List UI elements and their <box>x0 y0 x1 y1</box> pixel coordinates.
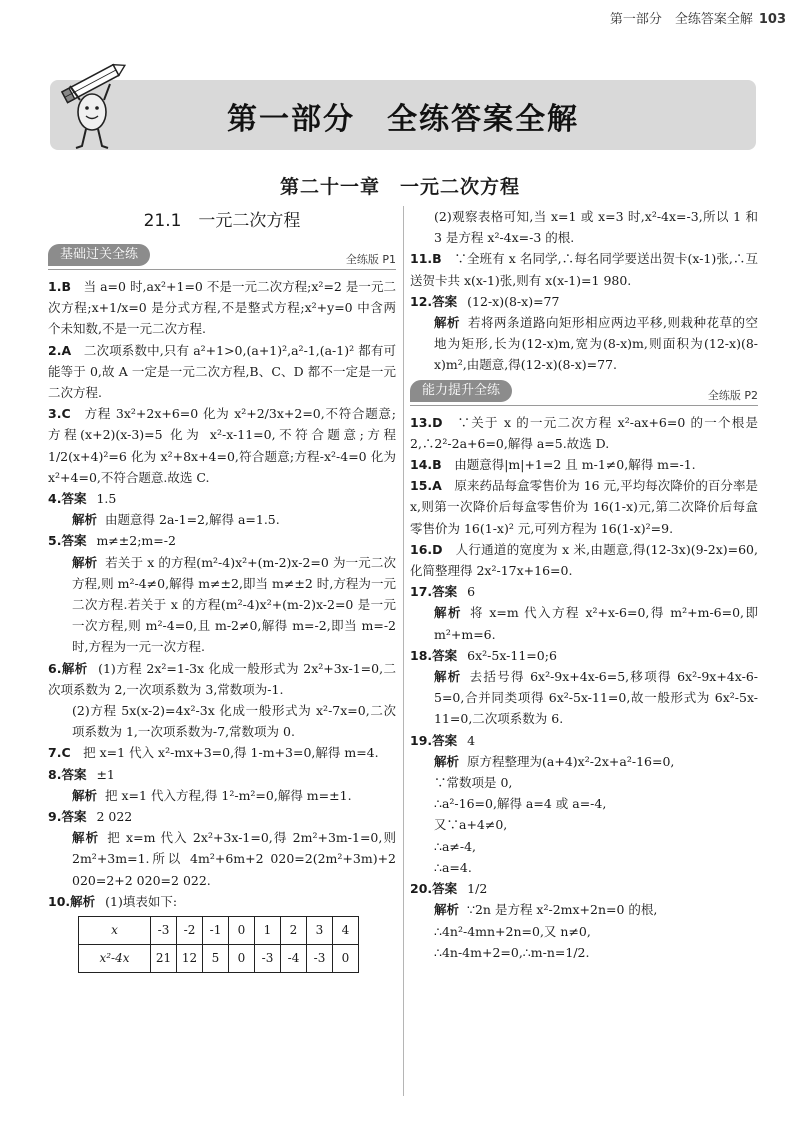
item-number: 4. <box>48 491 62 507</box>
table-cell: 1 <box>255 917 281 945</box>
answer-item <box>410 248 758 290</box>
explanation-tag: 解析 <box>72 787 98 803</box>
item-number: 7.C <box>48 745 71 761</box>
explanation-text: 把 x=1 代入方程,得 1²-m²=0,解得 m=±1. <box>105 787 352 803</box>
explanation-line: ∴a=4. <box>434 859 472 875</box>
answer-item <box>48 891 396 912</box>
item-number: 9. <box>48 809 62 825</box>
explanation-text: 原方程整理为(a+4)x²-2x+a²-16=0, <box>467 753 675 769</box>
answer-item <box>48 764 396 785</box>
item-text: 当 a=0 时,ax²+1=0 不是一元二次方程;x²=2 是一元二次方程;x+1/x=0 是分式方程,不是整式方程;x²+y=0 中含两个未知数,不是一元二次方程. <box>48 279 396 337</box>
table-row-header: x <box>79 917 151 945</box>
answer-tag: 答案 <box>432 584 458 600</box>
section-label-basic: 基础过关全练 <box>48 244 150 266</box>
item-number: 16.D <box>410 541 443 557</box>
answer-tag: 答案 <box>61 766 87 782</box>
table-row <box>79 917 359 945</box>
answer-item <box>48 276 396 340</box>
right-column <box>410 206 758 963</box>
table-cell: 0 <box>229 945 255 973</box>
explanation-tag: 解析 <box>434 605 462 621</box>
table-cell: -2 <box>177 917 203 945</box>
explanation <box>410 899 758 920</box>
item-number: 10. <box>48 893 71 909</box>
explanation-tag: 解析 <box>434 669 462 685</box>
answer-tag: 答案 <box>432 881 458 897</box>
answer-item <box>48 530 396 551</box>
explanation <box>410 206 758 248</box>
explanation-text: 将 x=m 代入方程 x²+x-6=0,得 m²+m-6=0,即 m²+m=6. <box>434 605 758 642</box>
explanation-tag: 解析 <box>72 554 98 570</box>
answer-item <box>410 454 758 475</box>
running-head <box>610 8 786 27</box>
explanation-text: 去括号得 6x²-9x+4x-6=5,移项得 6x²-9x+4x-6-5=0,合并同类项得 6x²-5x-11=0,故一般形式为 6x²-5x-11=0,二次项系数为 6. <box>434 669 758 727</box>
page-number: 103 <box>758 12 786 27</box>
table-cell: 12 <box>177 945 203 973</box>
answer-tag: 答案 <box>432 732 458 748</box>
explanation-text: (2)方程 5x(x-2)=4x²-3x 化成一般形式为 x²-7x=0,二次项系数为 1,一次项系数为-7,常数项为 0. <box>72 703 396 740</box>
answer-item <box>48 806 396 827</box>
explanation-text: 由题意得 2a-1=2,解得 a=1.5. <box>105 512 280 528</box>
answer-tag: 答案 <box>61 533 87 549</box>
explanation-line: 又∵a+4≠0, <box>434 817 508 833</box>
answer-item <box>48 742 396 763</box>
item-text: ∵全班有 x 名同学,∴每名同学要送出贺卡(x-1)张,∴互送贺卡共 x(x-1)张,则有 x(x-1)=1 980. <box>410 251 758 288</box>
explanation-tag: 解析 <box>434 753 460 769</box>
table-row <box>79 945 359 973</box>
item-number: 15.A <box>410 478 442 494</box>
item-number: 3.C <box>48 406 71 422</box>
explanation <box>48 827 396 891</box>
table-cell: -3 <box>307 945 333 973</box>
answer-value: (12-x)(8-x)=77 <box>467 293 560 309</box>
explanation-text: ∵2n 是方程 x²-2mx+2n=0 的根, <box>467 902 658 918</box>
explanation-tag: 解析 <box>70 893 96 909</box>
explanation-line: ∴4n-4m+2=0,∴m-n=1/2. <box>434 944 590 960</box>
section-title: 21.1 一元二次方程 <box>143 211 301 231</box>
explanation-tag: 解析 <box>61 660 88 676</box>
answer-item <box>410 475 758 539</box>
explanation-tag: 解析 <box>434 902 460 918</box>
answer-item <box>410 291 758 312</box>
answer-item <box>410 412 758 454</box>
item-number: 20. <box>410 881 433 897</box>
explanation-tag: 解析 <box>72 830 100 846</box>
answer-tag: 答案 <box>61 491 87 507</box>
table-cell: 3 <box>307 917 333 945</box>
part-banner <box>50 80 756 150</box>
answer-item <box>410 645 758 666</box>
item-number: 8. <box>48 766 62 782</box>
explanation <box>410 312 758 376</box>
explanation-tag: 解析 <box>434 315 461 331</box>
item-text: 把 x=1 代入 x²-mx+3=0,得 1-m+3=0,解得 m=4. <box>83 745 379 761</box>
explanation <box>410 602 758 644</box>
item-number: 14.B <box>410 457 442 473</box>
section-ref-basic: 全练版 P1 <box>345 253 396 266</box>
answer-item <box>410 878 758 899</box>
column-divider <box>403 206 404 1096</box>
item-number: 13.D <box>410 414 443 430</box>
answer-value: 6x²-5x-11=0;6 <box>467 647 557 663</box>
left-column <box>48 206 396 973</box>
explanation-line: ∵常数项是 0, <box>434 775 513 791</box>
chapter-title: 第二十一章 一元二次方程 <box>279 176 520 198</box>
answer-item <box>48 340 396 404</box>
answer-item <box>410 581 758 602</box>
table-cell: 0 <box>229 917 255 945</box>
item-number: 19. <box>410 732 433 748</box>
answer-item <box>48 488 396 509</box>
answer-value: 1/2 <box>467 881 488 897</box>
explanation <box>48 552 396 658</box>
answer-value: 1.5 <box>96 491 117 507</box>
item-number: 1.B <box>48 279 71 294</box>
section-ref-ability: 全练版 P2 <box>707 388 758 402</box>
explanation-line: ∴a²-16=0,解得 a=4 或 a=-4, <box>434 796 607 812</box>
item-number: 5. <box>48 533 62 549</box>
explanation-text: 若关于 x 的方程(m²-4)x²+(m-2)x-2=0 为一元二次方程,则 m²-4≠0,解得 m≠±2,即当 m≠±2 时,方程为一元二次方程.若关于 x 的方程(m²-4)x²+(m-2)x-2=0 是一元一次方程,则 m²-4=0,且 m-2≠0,解得 m=-2,即当 m=-2 时,方程为一元一次方程. <box>72 554 396 655</box>
item-text: 人行通道的宽度为 x 米,由题意,得(12-3x)(9-2x)=60,化简整理得 2x²-17x+16=0. <box>410 541 758 579</box>
table-cell: -3 <box>151 917 177 945</box>
explanation-tag: 解析 <box>72 512 98 528</box>
explanation <box>48 509 396 530</box>
explanation-line: ∴4n²-4mn+2n=0,又 n≠0, <box>434 923 591 939</box>
table-cell: 0 <box>333 945 359 973</box>
section-bar-ability <box>410 380 758 406</box>
item-text: 二次项系数中,只有 a²+1>0,(a+1)²,a²-1,(a-1)² 都有可能等于 0,故 A 一定是一元二次方程,B、C、D 都不一定是一元二次方程. <box>48 342 396 401</box>
item-text: 由题意得|m|+1=2 且 m-1≠0,解得 m=-1. <box>454 457 696 473</box>
table-cell: 4 <box>333 917 359 945</box>
answer-item <box>48 403 396 488</box>
explanation-text: (1)方程 2x²=1-3x 化成一般形式为 2x²+3x-1=0,二次项系数为 2,一次项系数为 3,常数项为-1. <box>48 660 396 697</box>
answer-tag: 答案 <box>432 647 458 663</box>
explanation-text: (2)观察表格可知,当 x=1 或 x=3 时,x²-4x=-3,所以 1 和 3 是方程 x²-4x=-3 的根. <box>434 209 758 246</box>
explanation <box>48 785 396 806</box>
table-row-header: x²-4x <box>79 945 151 973</box>
table-cell: -4 <box>281 945 307 973</box>
item-text: 方程 3x²+2x+6=0 化为 x²+2/3x+2=0,不符合题意;方程(x+2)(x-3)=5 化为 x²-x-11=0,不符合题意;方程 1/2(x+4)²=6 化为 x²+8x+4=0,符合题意;方程-x²-4=0 化为 x²+4=0,不符合题意.故选 C. <box>48 406 396 485</box>
pencil-mascot-icon <box>58 54 130 154</box>
explanation-text: 若将两条道路向矩形相应两边平移,则栽种花草的空地为矩形,长为(12-x)m,宽为(8-x)m,则面积为(12-x)(8-x)m²,由题意,得(12-x)(8-x)=77. <box>434 315 758 373</box>
answer-value: 4 <box>467 732 476 748</box>
table-cell: -1 <box>203 917 229 945</box>
table-cell: 5 <box>203 945 229 973</box>
explanation <box>410 751 758 772</box>
value-table <box>78 916 359 973</box>
item-text: ∵关于 x 的一元二次方程 x²-ax+6=0 的一个根是 2,∴2²-2a+6=0,解得 a=5.故选 D. <box>410 414 758 451</box>
answer-item <box>48 658 396 700</box>
item-number: 2.A <box>48 342 72 358</box>
item-number: 18. <box>410 647 433 663</box>
answer-tag: 答案 <box>432 293 458 309</box>
answer-value: 6 <box>467 584 476 600</box>
item-number: 17. <box>410 584 433 600</box>
answer-item <box>410 730 758 751</box>
answer-item <box>410 539 758 581</box>
item-number: 6. <box>48 660 62 676</box>
table-cell: 2 <box>281 917 307 945</box>
explanation-text: 把 x=m 代入 2x²+3x-1=0,得 2m²+3m-1=0,则 2m²+3m=1.所以 4m²+6m+2 020=2(2m²+3m)+2 020=2+2 020=2 022. <box>72 830 396 888</box>
section-label-ability: 能力提升全练 <box>410 380 512 402</box>
answer-value: 2 022 <box>96 809 133 825</box>
table-cell: -3 <box>255 945 281 973</box>
explanation-text: (1)填表如下: <box>105 893 178 909</box>
banner-title: 第一部分 全练答案全解 <box>227 102 579 137</box>
running-head-title: 第一部分 全练答案全解 <box>609 12 753 27</box>
explanation <box>410 666 758 730</box>
table-cell: 21 <box>151 945 177 973</box>
section-bar-basic <box>48 244 396 270</box>
explanation <box>48 700 396 742</box>
item-text: 原来药品每盒零售价为 16 元,平均每次降价的百分率是 x,则第一次降价后每盒零售价为 16(1-x)元,第二次降价后每盒零售价为 16(1-x)² 元,可列方程为 16(1-x)²=9. <box>410 478 758 536</box>
item-number: 11.B <box>410 251 442 267</box>
answer-value: ±1 <box>96 766 115 782</box>
answer-value: m≠±2;m=-2 <box>96 533 176 549</box>
answer-tag: 答案 <box>61 809 87 825</box>
explanation-line: ∴a≠-4, <box>434 838 477 854</box>
item-number: 12. <box>410 293 433 309</box>
